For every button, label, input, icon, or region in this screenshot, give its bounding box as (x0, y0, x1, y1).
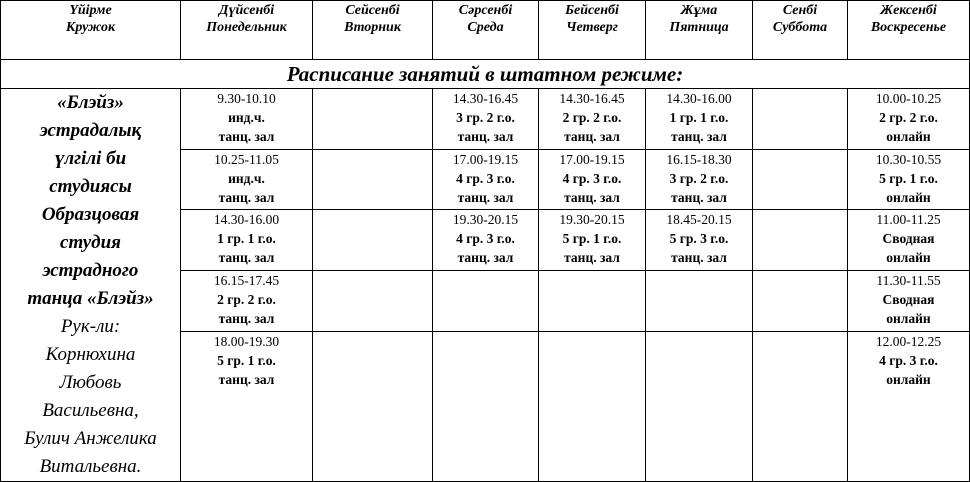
studio-leader-line: Рук-ли: (60, 316, 121, 337)
slot-group: 4 гр. 3 г.о. (456, 170, 515, 186)
slot-wed (433, 89, 539, 150)
studio-name-line: эстрадного (42, 260, 139, 281)
mode-title: Расписание занятий в штатном режиме: (1, 60, 970, 89)
slot-group: 5 гр. 1 г.о. (217, 352, 276, 368)
slot-location: танц. зал (218, 250, 275, 266)
header-friday: Жұма Пятница (646, 1, 753, 60)
slot-location: танц. зал (564, 250, 620, 266)
slot-location: танц. зал (218, 129, 275, 144)
slot-time: 14.30-16.00 (666, 91, 732, 106)
studio-name-line: «Блэйз» (57, 92, 124, 113)
slot-time: 14.30-16.45 (452, 91, 519, 106)
slot-group: 1 гр. 1 г.о. (669, 110, 729, 125)
slot-wed (433, 210, 539, 271)
header-row (1, 1, 970, 60)
slot-mon (181, 331, 313, 481)
slot-sat (753, 149, 848, 210)
header-saturday: Сенбі Суббота (753, 1, 848, 60)
slot-fri (646, 271, 753, 332)
slot-mon (181, 271, 313, 332)
slot-group: 4 гр. 3 г.о. (879, 352, 938, 368)
slot-time: 12.00-12.25 (875, 333, 942, 349)
slot-sun (848, 89, 970, 150)
slot-group: Сводная (882, 292, 935, 308)
slot-sun (848, 149, 970, 210)
slot-sat (753, 331, 848, 481)
slot-wed (433, 149, 539, 210)
studio-leader-line: Витальевна. (39, 456, 142, 477)
studio-name-line: үлгілі би (54, 148, 127, 169)
slot-time: 11.00-11.25 (876, 212, 941, 228)
slot-group: 5 гр. 1 г.о. (562, 231, 622, 247)
slot-location: танц. зал (671, 189, 727, 205)
slot-wed (433, 331, 539, 481)
header-circle: Үйірме Кружок (1, 1, 181, 60)
slot-location: онлайн (886, 371, 931, 387)
slot-mon (181, 149, 313, 210)
slot-group: инд.ч. (228, 110, 265, 125)
slot-location: танц. зал (457, 250, 514, 266)
slot-tue (313, 271, 433, 332)
slot-location: танц. зал (457, 129, 514, 144)
slot-location: танц. зал (671, 250, 727, 266)
slot-group: 2 гр. 2 г.о. (217, 292, 276, 308)
slot-sat (753, 210, 848, 271)
slot-group: 3 гр. 2 г.о. (669, 170, 729, 186)
studio-name-line: танца «Блэйз» (27, 288, 154, 309)
slot-group: 5 гр. 1 г.о. (879, 170, 938, 186)
studio-name-line: эстрадалық (39, 120, 142, 141)
slot-location: танц. зал (218, 311, 275, 327)
slot-group: 3 гр. 2 г.о. (456, 110, 515, 125)
slot-time: 17.00-19.15 (452, 151, 519, 167)
slot-thu (539, 271, 646, 332)
slot-thu (539, 149, 646, 210)
studio-leader-line: Васильевна, (42, 400, 139, 421)
studio-name-line: Образцовая (41, 204, 140, 225)
slot-fri (646, 210, 753, 271)
slot-sat (753, 271, 848, 332)
slot-fri (646, 89, 753, 150)
slot-sun (848, 271, 970, 332)
slot-time: 16.15-18.30 (666, 151, 732, 167)
slot-group: 2 гр. 2 г.о. (879, 110, 938, 125)
slot-group: 4 гр. 3 г.о. (562, 170, 622, 186)
slot-group: 5 гр. 3 г.о. (669, 231, 729, 247)
table-row (1, 89, 970, 150)
slot-time: 10.30-10.55 (875, 151, 942, 167)
slot-mon (181, 210, 313, 271)
slot-location: танц. зал (457, 189, 514, 205)
slot-sun (848, 210, 970, 271)
header-tuesday: Сейсенбі Вторник (313, 1, 433, 60)
slot-time: 11.30-11.55 (876, 273, 941, 289)
slot-tue (313, 89, 433, 150)
slot-group: инд.ч. (228, 170, 265, 186)
slot-location: онлайн (886, 311, 931, 327)
header-wednesday: Сәрсенбі Среда (433, 1, 539, 60)
studio-leader-line: Любовь (59, 372, 122, 393)
slot-time: 10.25-11.05 (214, 151, 279, 167)
slot-time: 10.00-10.25 (875, 91, 942, 106)
slot-time: 14.30-16.00 (213, 212, 280, 228)
header-sunday: Жексенбі Воскресенье (848, 1, 970, 60)
slot-time: 17.00-19.15 (559, 151, 625, 167)
slot-location: онлайн (886, 250, 931, 266)
header-thursday: Бейсенбі Четверг (539, 1, 646, 60)
slot-time: 14.30-16.45 (559, 91, 625, 106)
slot-time: 9.30-10.10 (217, 91, 276, 106)
slot-sun (848, 331, 970, 481)
slot-fri (646, 149, 753, 210)
slot-time: 18.45-20.15 (666, 212, 732, 228)
studio-name-line: студиясы (49, 176, 132, 197)
slot-fri (646, 331, 753, 481)
slot-thu (539, 331, 646, 481)
slot-wed (433, 271, 539, 332)
studio-name-line: студия (60, 232, 121, 253)
slot-group: Сводная (882, 231, 935, 247)
slot-tue (313, 331, 433, 481)
slot-location: танц. зал (218, 371, 275, 387)
slot-location: танц. зал (671, 129, 727, 144)
slot-thu (539, 89, 646, 150)
slot-group: 4 гр. 3 г.о. (456, 231, 515, 247)
slot-group: 1 гр. 1 г.о. (217, 231, 276, 247)
slot-time: 18.00-19.30 (213, 333, 280, 349)
slot-group: 2 гр. 2 г.о. (562, 110, 622, 125)
slot-location: танц. зал (564, 129, 620, 144)
header-monday: Дүйсенбі Понедельник (181, 1, 313, 60)
studio-cell (1, 89, 181, 482)
slot-location: танц. зал (564, 189, 620, 205)
studio-leader-line: Корнюхина (45, 344, 136, 365)
slot-tue (313, 210, 433, 271)
slot-time: 16.15-17.45 (213, 273, 280, 289)
schedule-body (1, 89, 970, 482)
studio-leader-line: Булич Анжелика (24, 428, 157, 449)
slot-tue (313, 149, 433, 210)
slot-thu (539, 210, 646, 271)
slot-sat (753, 89, 848, 150)
slot-mon (181, 89, 313, 150)
slot-time: 19.30-20.15 (559, 212, 625, 228)
slot-location: онлайн (886, 189, 931, 205)
slot-time: 19.30-20.15 (452, 212, 519, 228)
slot-location: танц. зал (218, 189, 275, 205)
slot-location: онлайн (886, 129, 931, 144)
mode-title-row (1, 60, 970, 89)
